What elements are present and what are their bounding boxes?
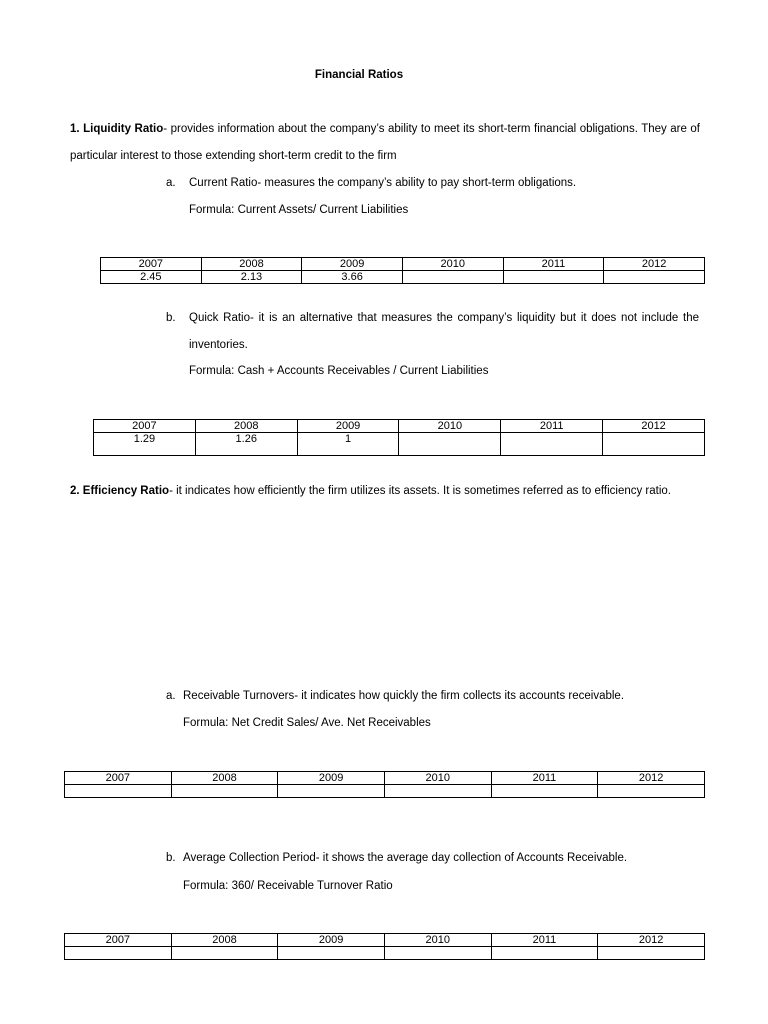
item-marker: a. — [166, 177, 176, 189]
quick-ratio-formula: Formula: Cash + Accounts Receivables / Current Liabilities — [189, 365, 489, 377]
year-cell: 2009 — [302, 258, 403, 271]
year-cell: 2007 — [65, 934, 172, 947]
value-cell — [402, 271, 503, 284]
value-cell: 1 — [297, 433, 399, 456]
year-cell: 2008 — [201, 258, 302, 271]
year-cell: 2011 — [491, 772, 598, 785]
collection-period-table — [64, 933, 705, 960]
section-efficiency-text: - it indicates how efficiently the firm utilizes its assets. It is sometimes referred as to efficiency ratio. — [169, 485, 671, 497]
value-cell — [491, 785, 598, 798]
collection-period-formula: Formula: 360/ Receivable Turnover Ratio — [183, 880, 393, 892]
section-efficiency-heading: 2. Efficiency Ratio — [70, 485, 170, 497]
value-cell — [598, 947, 705, 960]
quick-ratio-text: Quick Ratio- it is an alternative that measures the company’s liquidity but it does not include the inventories. — [189, 312, 699, 351]
value-cell — [501, 433, 603, 456]
year-cell: 2011 — [501, 420, 603, 433]
table-header-row — [101, 258, 705, 271]
value-cell — [65, 947, 172, 960]
value-cell — [384, 947, 491, 960]
value-cell — [65, 785, 172, 798]
item-marker: a. — [166, 690, 176, 702]
current-ratio-formula: Formula: Current Assets/ Current Liabilities — [189, 204, 409, 216]
value-cell — [598, 785, 705, 798]
current-ratio-text: Current Ratio- measures the company’s ability to pay short-term obligations. — [189, 177, 577, 189]
value-cell — [399, 433, 501, 456]
section-efficiency-paragraph — [70, 485, 671, 497]
value-cell: 1.26 — [195, 433, 297, 456]
year-cell: 2010 — [384, 934, 491, 947]
receivable-turnover-formula: Formula: Net Credit Sales/ Ave. Net Receivables — [183, 717, 431, 729]
year-cell: 2010 — [399, 420, 501, 433]
value-cell — [384, 785, 491, 798]
year-cell: 2008 — [171, 934, 278, 947]
table-value-row — [65, 947, 705, 960]
value-cell — [278, 947, 385, 960]
collection-period-text: Average Collection Period- it shows the average day collection of Accounts Receivable. — [183, 852, 628, 864]
value-cell — [604, 271, 705, 284]
value-cell — [171, 947, 278, 960]
year-cell: 2009 — [278, 772, 385, 785]
year-cell: 2007 — [94, 420, 196, 433]
current-ratio-table — [100, 257, 705, 284]
page-title: Financial Ratios — [314, 69, 404, 81]
receivable-turnover-text: Receivable Turnovers- it indicates how quickly the firm collects its accounts receivable. — [183, 690, 625, 702]
section-liquidity-text: - provides information about the company’s ability to meet its short-term financial obligations. They are of particular interest to those extending short-term credit to the firm — [70, 123, 700, 162]
year-cell: 2008 — [171, 772, 278, 785]
value-cell: 2.45 — [101, 271, 202, 284]
year-cell: 2011 — [491, 934, 598, 947]
table-value-row — [65, 785, 705, 798]
table-value-row — [94, 433, 705, 456]
year-cell: 2012 — [598, 772, 705, 785]
section-liquidity-heading: 1. Liquidity Ratio — [70, 123, 164, 135]
section-liquidity-paragraph — [70, 116, 700, 170]
year-cell: 2012 — [598, 934, 705, 947]
value-cell: 3.66 — [302, 271, 403, 284]
receivable-turnover-table — [64, 771, 705, 798]
value-cell — [503, 271, 604, 284]
value-cell — [171, 785, 278, 798]
item-marker: b. — [166, 852, 176, 864]
value-cell: 1.29 — [94, 433, 196, 456]
value-cell: 2.13 — [201, 271, 302, 284]
year-cell: 2009 — [297, 420, 399, 433]
year-cell: 2011 — [503, 258, 604, 271]
year-cell: 2012 — [604, 258, 705, 271]
item-marker: b. — [166, 312, 176, 324]
year-cell: 2012 — [603, 420, 705, 433]
year-cell: 2010 — [402, 258, 503, 271]
year-cell: 2007 — [101, 258, 202, 271]
quick-ratio-table — [93, 419, 705, 456]
table-header-row — [65, 934, 705, 947]
year-cell: 2007 — [65, 772, 172, 785]
value-cell — [278, 785, 385, 798]
table-header-row — [94, 420, 705, 433]
value-cell — [491, 947, 598, 960]
value-cell — [603, 433, 705, 456]
year-cell: 2010 — [384, 772, 491, 785]
table-header-row — [65, 772, 705, 785]
year-cell: 2009 — [278, 934, 385, 947]
table-value-row — [101, 271, 705, 284]
year-cell: 2008 — [195, 420, 297, 433]
